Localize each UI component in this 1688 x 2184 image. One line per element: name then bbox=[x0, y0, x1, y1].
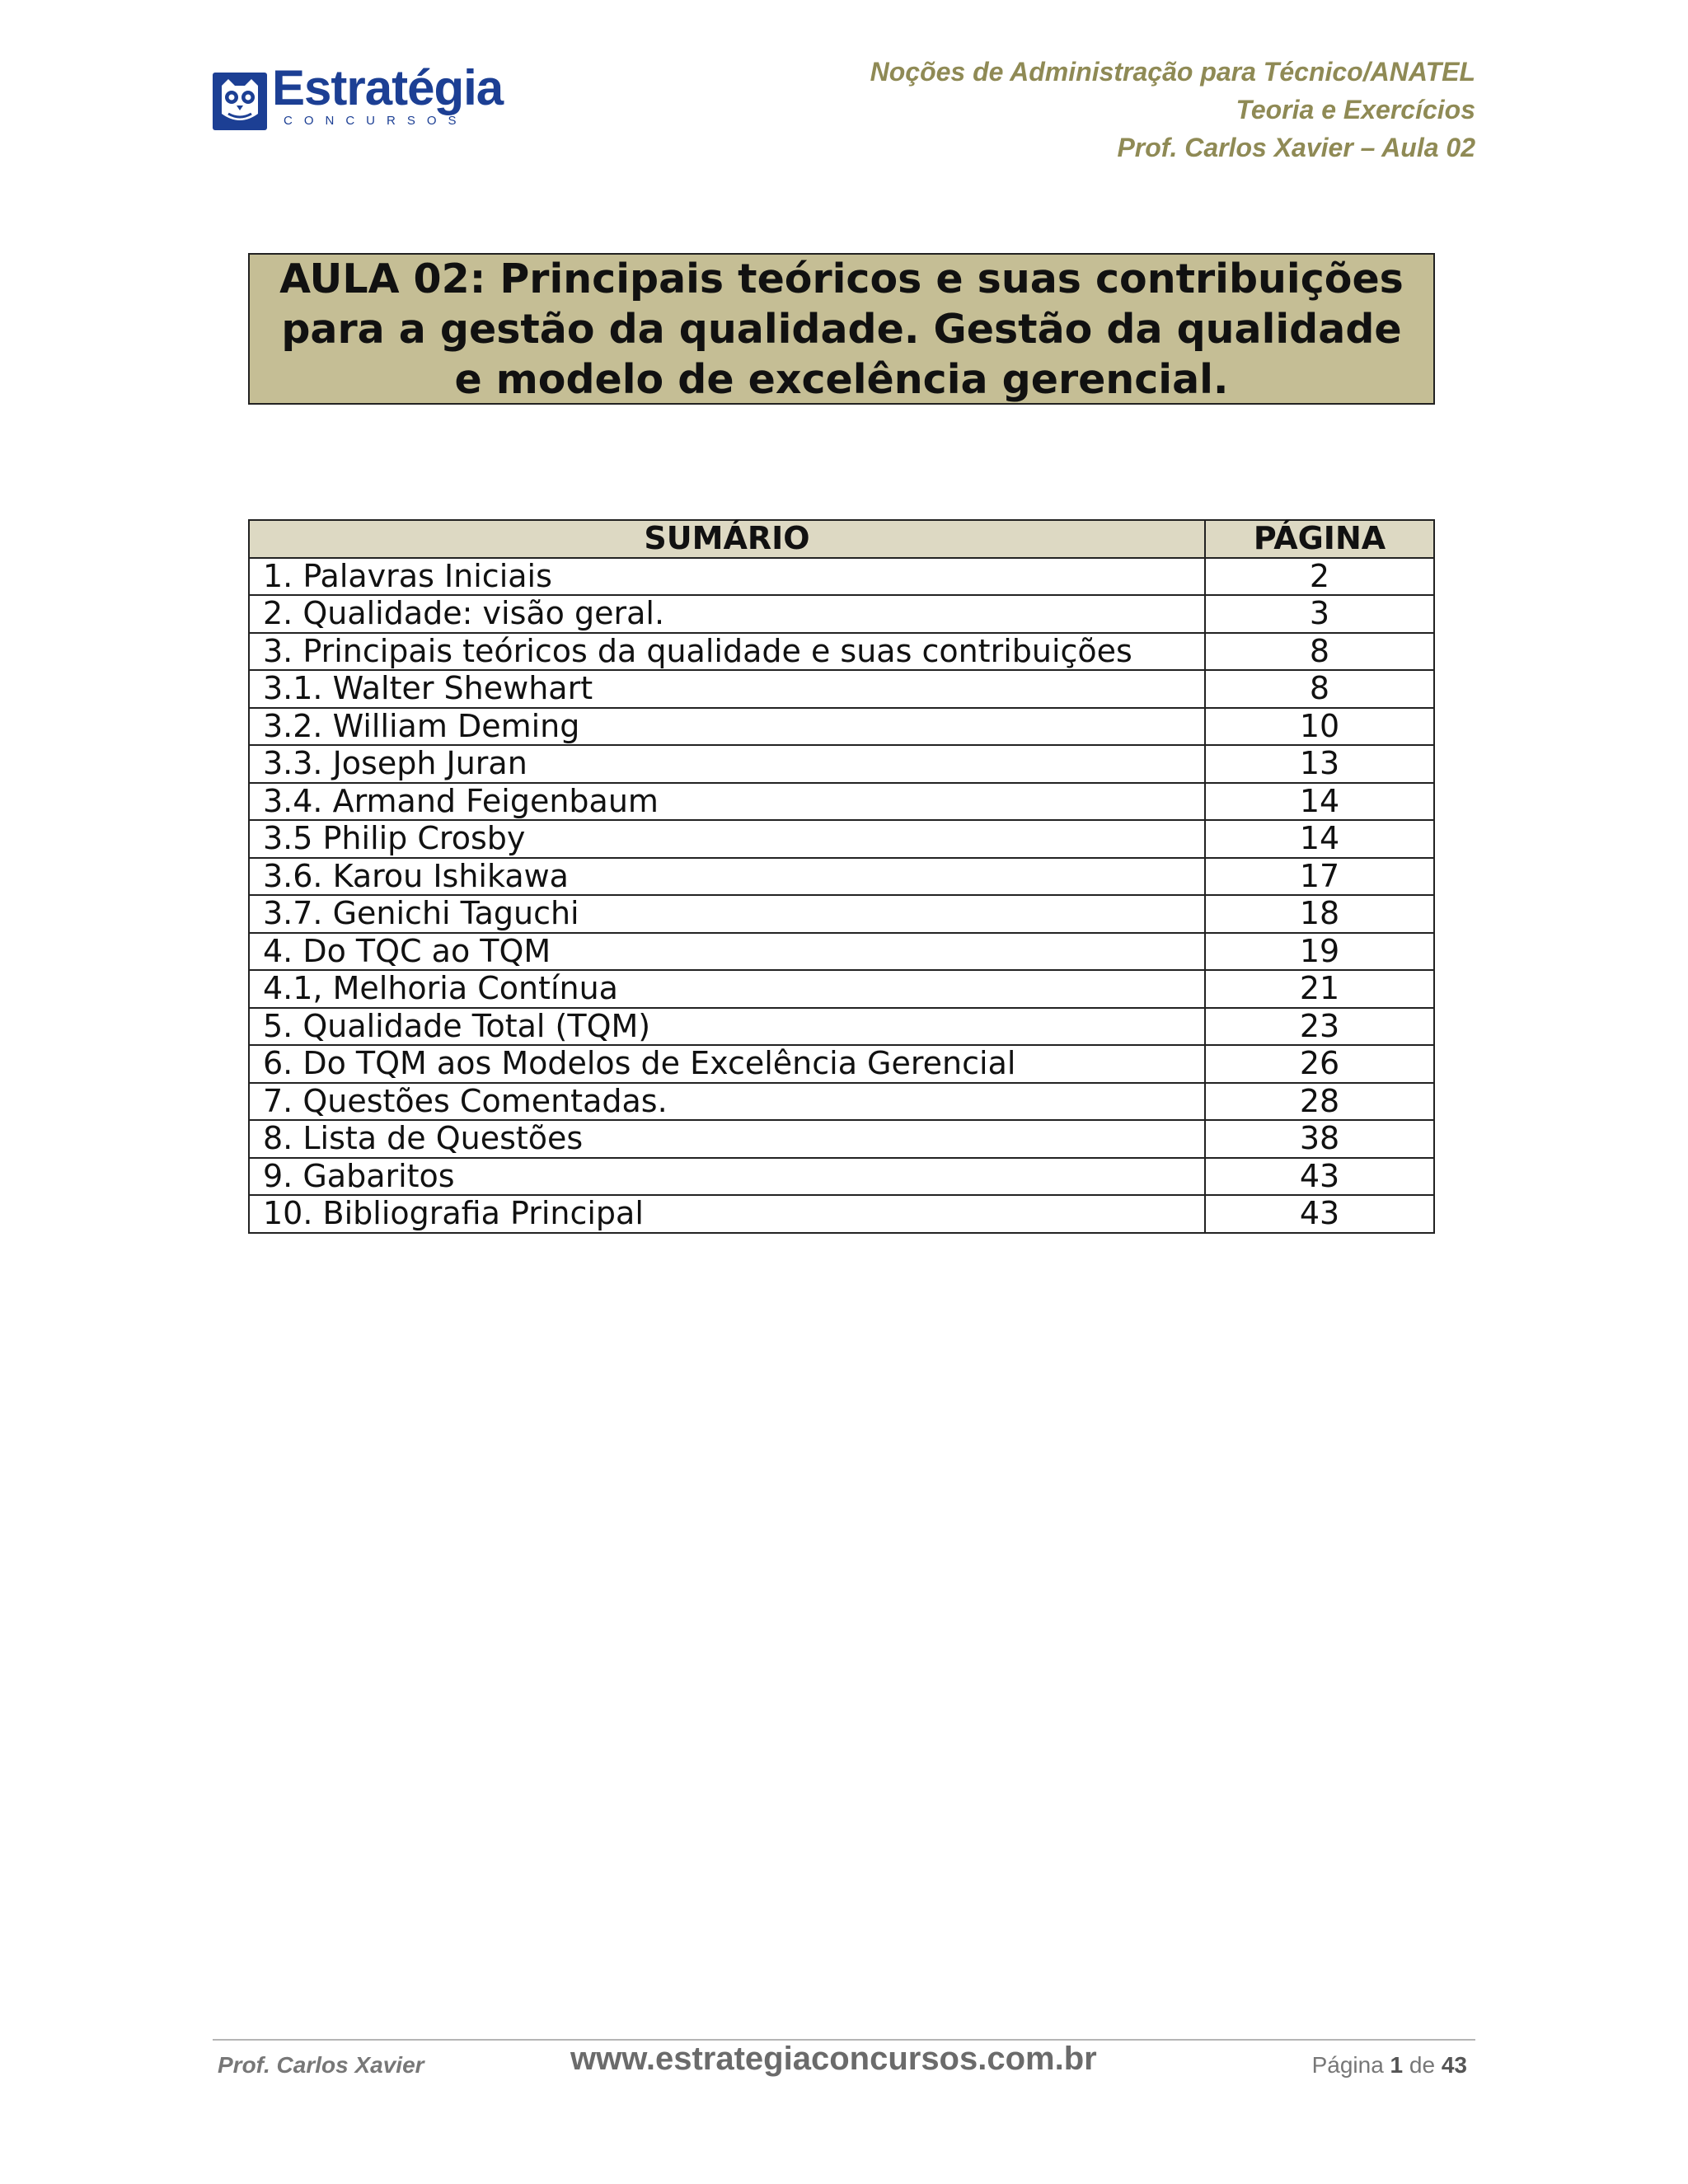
summary-page-number: 3 bbox=[1205, 595, 1434, 633]
page-column-header: PÁGINA bbox=[1205, 520, 1434, 558]
summary-page-number: 18 bbox=[1205, 895, 1434, 933]
summary-page-number: 23 bbox=[1205, 1008, 1434, 1046]
summary-item: 10. Bibliografia Principal bbox=[249, 1195, 1205, 1233]
estrategia-logo bbox=[213, 60, 518, 135]
summary-item: 2. Qualidade: visão geral. bbox=[249, 595, 1205, 633]
footer-page-current: 1 bbox=[1390, 2052, 1404, 2078]
owl-icon bbox=[213, 73, 267, 130]
table-row bbox=[249, 783, 1434, 821]
footer-website-link[interactable]: www.estrategiaconcursos.com.br bbox=[570, 2041, 1097, 2077]
summary-table-body bbox=[249, 558, 1434, 1233]
summary-item: 6. Do TQM aos Modelos de Excelência Gerencial bbox=[249, 1045, 1205, 1083]
summary-item: 3.4. Armand Feigenbaum bbox=[249, 783, 1205, 821]
summary-item: 4. Do TQC ao TQM bbox=[249, 933, 1205, 971]
table-row bbox=[249, 670, 1434, 708]
table-row bbox=[249, 895, 1434, 933]
header-subtitle-line: Teoria e Exercícios bbox=[1236, 95, 1475, 124]
table-row bbox=[249, 1045, 1434, 1083]
summary-page-number: 43 bbox=[1205, 1195, 1434, 1233]
table-row bbox=[249, 1120, 1434, 1158]
summary-page-number: 38 bbox=[1205, 1120, 1434, 1158]
table-row bbox=[249, 1195, 1434, 1233]
summary-page-number: 28 bbox=[1205, 1083, 1434, 1121]
summary-page-number: 19 bbox=[1205, 933, 1434, 971]
summary-item: 3.7. Genichi Taguchi bbox=[249, 895, 1205, 933]
summary-item: 8. Lista de Questões bbox=[249, 1120, 1205, 1158]
summary-item: 5. Qualidade Total (TQM) bbox=[249, 1008, 1205, 1046]
table-row bbox=[249, 745, 1434, 783]
summary-item: 1. Palavras Iniciais bbox=[249, 558, 1205, 596]
summary-header-row bbox=[249, 520, 1434, 558]
summary-page-number: 14 bbox=[1205, 783, 1434, 821]
summary-table bbox=[248, 519, 1435, 1234]
table-row bbox=[249, 708, 1434, 746]
summary-page-number: 21 bbox=[1205, 970, 1434, 1008]
summary-page-number: 13 bbox=[1205, 745, 1434, 783]
header-course-line: Noções de Administração para Técnico/ANATEL bbox=[870, 57, 1475, 87]
document-header bbox=[870, 53, 1475, 166]
summary-item: 3.2. William Deming bbox=[249, 708, 1205, 746]
summary-page-number: 2 bbox=[1205, 558, 1434, 596]
summary-page-number: 8 bbox=[1205, 633, 1434, 671]
table-row bbox=[249, 633, 1434, 671]
summary-item: 4.1, Melhoria Contínua bbox=[249, 970, 1205, 1008]
summary-page-number: 17 bbox=[1205, 858, 1434, 896]
table-row bbox=[249, 933, 1434, 971]
summary-item: 7. Questões Comentadas. bbox=[249, 1083, 1205, 1121]
logo-subtitle: CONCURSOS bbox=[284, 114, 468, 128]
summary-page-number: 43 bbox=[1205, 1158, 1434, 1196]
table-row bbox=[249, 858, 1434, 896]
summary-page-number: 10 bbox=[1205, 708, 1434, 746]
summary-item: 3.3. Joseph Juran bbox=[249, 745, 1205, 783]
footer-page-number bbox=[1312, 2052, 1467, 2079]
footer-author: Prof. Carlos Xavier bbox=[218, 2052, 424, 2078]
table-row bbox=[249, 970, 1434, 1008]
summary-column-header: SUMÁRIO bbox=[249, 520, 1205, 558]
footer-page-total: 43 bbox=[1441, 2052, 1467, 2078]
summary-page-number: 8 bbox=[1205, 670, 1434, 708]
table-row bbox=[249, 820, 1434, 858]
summary-item: 3. Principais teóricos da qualidade e suas contribuições bbox=[249, 633, 1205, 671]
table-row bbox=[249, 1158, 1434, 1196]
summary-item: 3.5 Philip Crosby bbox=[249, 820, 1205, 858]
lesson-title-box bbox=[248, 253, 1435, 405]
summary-page-number: 26 bbox=[1205, 1045, 1434, 1083]
summary-item: 3.1. Walter Shewhart bbox=[249, 670, 1205, 708]
table-row bbox=[249, 1083, 1434, 1121]
footer-page-label: Página bbox=[1311, 2052, 1384, 2078]
summary-page-number: 14 bbox=[1205, 820, 1434, 858]
summary-item: 9. Gabaritos bbox=[249, 1158, 1205, 1196]
lesson-title: AULA 02: Principais teóricos e suas contribuições para a gestão da qualidade. Gestão da qualidade e modelo de excelência gerencial. bbox=[279, 255, 1404, 403]
header-professor-line: Prof. Carlos Xavier – Aula 02 bbox=[1117, 133, 1475, 162]
table-row bbox=[249, 1008, 1434, 1046]
footer-page-of: de bbox=[1409, 2052, 1436, 2078]
summary-item: 3.6. Karou Ishikawa bbox=[249, 858, 1205, 896]
logo-wordmark: Estratégia bbox=[272, 60, 504, 115]
table-row bbox=[249, 595, 1434, 633]
table-row bbox=[249, 558, 1434, 596]
